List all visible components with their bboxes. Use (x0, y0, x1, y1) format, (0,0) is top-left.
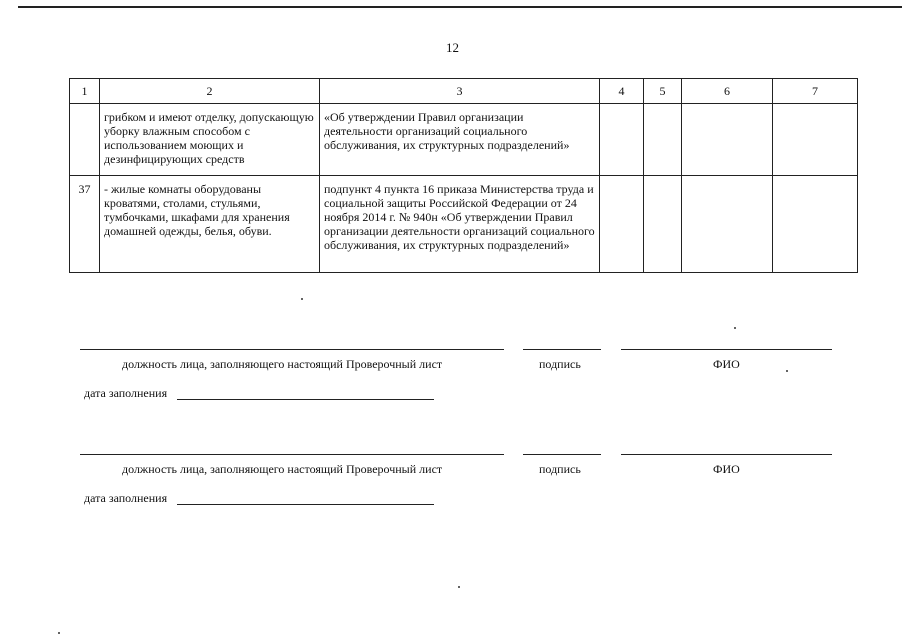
signature-label: подпись (539, 462, 581, 476)
answer-cell-6[interactable] (682, 104, 773, 176)
answer-cell-5[interactable] (644, 104, 682, 176)
reference-cell: «Об утверждении Правил организации деятельности организаций социального обслуживания, их структурных подразделений» (320, 104, 600, 176)
checklist-table (69, 78, 858, 273)
answer-cell-5[interactable] (644, 176, 682, 273)
row-number (70, 104, 100, 176)
table-row (70, 176, 858, 273)
row-number: 37 (70, 176, 100, 273)
signature-line[interactable] (523, 349, 601, 350)
signature-block (0, 349, 902, 449)
signature-line[interactable] (523, 454, 601, 455)
scan-speck (458, 586, 460, 588)
reference-cell: подпункт 4 пункта 16 приказа Министерства труда и социальной защиты Российской Федерации от 24 ноября 2014 г. № 940н «Об утверждении Правил организации деятельности организаций социального обслуживания, их структурных подразделений» (320, 176, 600, 273)
requirement-cell: - жилые комнаты оборудованы кроватями, столами, стульями, тумбочками, шкафами для хранения домашней одежды, белья, обуви. (100, 176, 320, 273)
signature-block (0, 454, 902, 554)
column-header: 5 (644, 79, 682, 104)
position-line[interactable] (80, 454, 504, 455)
signature-label: подпись (539, 357, 581, 371)
answer-cell-4[interactable] (600, 104, 644, 176)
top-rule (18, 6, 902, 8)
date-line[interactable] (177, 504, 434, 505)
date-line[interactable] (177, 399, 434, 400)
date-label: дата заполнения (84, 386, 168, 400)
column-header: 1 (70, 79, 100, 104)
table-row (70, 104, 858, 176)
date-label: дата заполнения (84, 491, 168, 505)
name-label: ФИО (713, 357, 740, 371)
name-line[interactable] (621, 454, 832, 455)
answer-cell-7[interactable] (773, 104, 858, 176)
position-line[interactable] (80, 349, 504, 350)
answer-cell-6[interactable] (682, 176, 773, 273)
answer-cell-4[interactable] (600, 176, 644, 273)
header-row (70, 79, 858, 104)
requirement-cell: грибком и имеют отделку, допускающую уборку влажным способом с использованием моющих и дезинфицирующих средств (100, 104, 320, 176)
column-header: 3 (320, 79, 600, 104)
answer-cell-7[interactable] (773, 176, 858, 273)
scan-speck (734, 327, 736, 329)
name-line[interactable] (621, 349, 832, 350)
column-header: 4 (600, 79, 644, 104)
scan-speck (786, 370, 788, 372)
column-header: 6 (682, 79, 773, 104)
scan-speck (301, 298, 303, 300)
scan-speck (58, 632, 60, 634)
position-label: должность лица, заполняющего настоящий Проверочный лист (122, 462, 443, 476)
page-number: 12 (446, 40, 459, 55)
name-label: ФИО (713, 462, 740, 476)
column-header: 7 (773, 79, 858, 104)
position-label: должность лица, заполняющего настоящий Проверочный лист (122, 357, 443, 371)
column-header: 2 (100, 79, 320, 104)
